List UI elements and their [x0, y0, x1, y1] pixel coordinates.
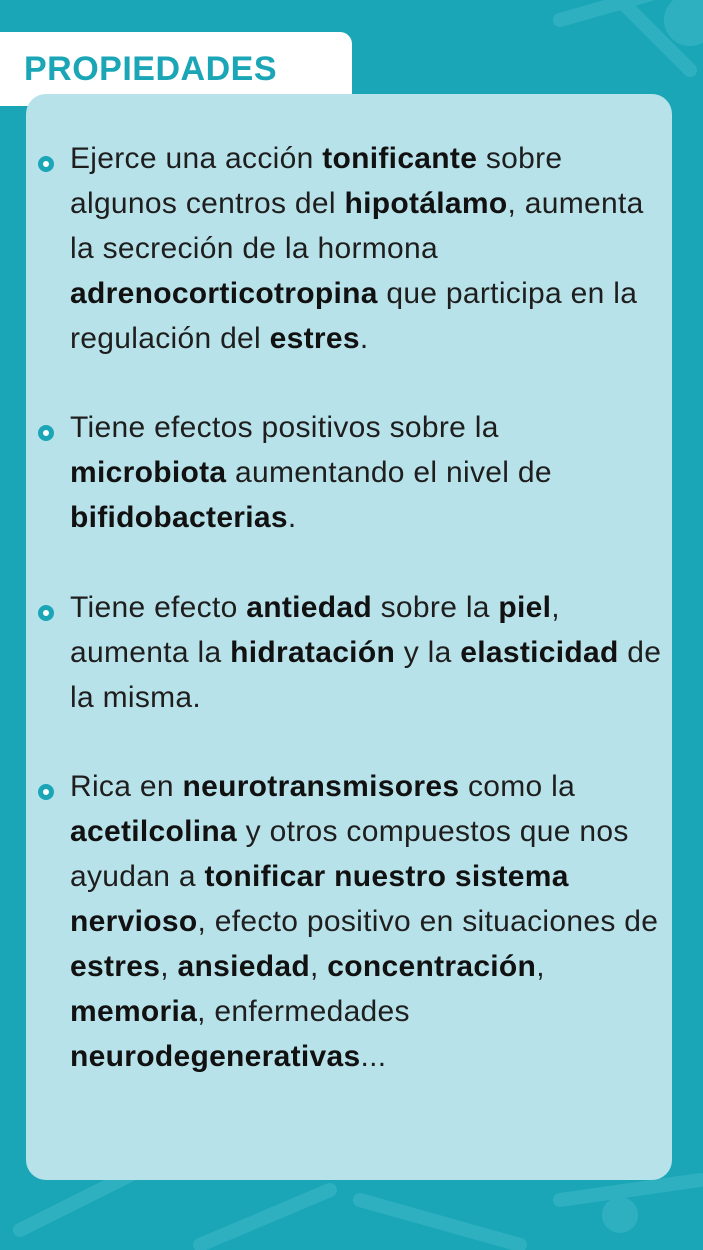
bold-text: estres	[269, 322, 360, 355]
text-segment: Tiene efectos positivos sobre la	[70, 411, 499, 444]
bold-text: tonificante	[322, 142, 478, 175]
bold-text: microbiota	[70, 456, 227, 489]
text-segment: de la misma.	[70, 636, 662, 714]
bullet-text	[70, 764, 663, 1079]
bullet-text	[70, 136, 663, 361]
bullet-text	[70, 405, 663, 540]
bold-text: ansiedad	[177, 950, 310, 983]
text-segment: como la	[459, 770, 576, 803]
text-segment: , aumenta la	[70, 591, 560, 669]
text-segment: Rica en	[70, 770, 183, 803]
bold-text: estres	[70, 950, 161, 983]
bullet-dot-icon	[38, 605, 54, 621]
text-segment: , enfermedades	[197, 995, 410, 1028]
text-segment: aumentando el nivel de	[226, 456, 552, 489]
bullet-dot-icon	[38, 784, 54, 800]
bold-text: tonificar nuestro sistema nervioso	[70, 860, 569, 938]
list-item	[38, 136, 663, 361]
bullet-dot-icon	[38, 156, 54, 172]
text-segment: ,	[536, 950, 545, 983]
bold-text: neurodegenerativas	[70, 1040, 361, 1073]
text-segment: ,	[309, 950, 328, 983]
text-segment: , aumenta la secreción de la hormona	[70, 187, 644, 265]
bold-text: antiedad	[246, 591, 372, 624]
bold-text: hidratación	[230, 636, 396, 669]
list-item	[38, 585, 663, 720]
text-segment: sobre algunos centros del	[70, 142, 563, 220]
bold-text: neurotransmisores	[182, 770, 460, 803]
bold-text: acetilcolina	[70, 815, 238, 848]
bullet-text	[70, 585, 663, 720]
bold-text: piel	[498, 591, 552, 624]
bold-text: hipotálamo	[344, 187, 508, 220]
text-segment: ,	[160, 950, 178, 983]
text-segment: ...	[360, 1040, 387, 1073]
list-item	[38, 764, 663, 1079]
text-segment: Ejerce una acción	[70, 142, 323, 175]
text-segment: que participa en la regulación del	[70, 277, 638, 355]
bold-text: memoria	[70, 995, 198, 1028]
text-segment: Tiene efecto	[70, 591, 247, 624]
page-title: PROPIEDADES	[24, 49, 277, 88]
bold-text: elasticidad	[460, 636, 619, 669]
text-segment: .	[359, 322, 369, 355]
text-segment: .	[287, 501, 297, 534]
bold-text: bifidobacterias	[70, 501, 288, 534]
text-segment: y la	[395, 636, 461, 669]
text-segment: y otros compuestos que nos ayudan a	[70, 815, 629, 893]
list-item	[38, 405, 663, 540]
text-segment: sobre la	[372, 591, 499, 624]
bullet-dot-icon	[38, 425, 54, 441]
bold-text: adrenocorticotropina	[70, 277, 378, 310]
bold-text: concentración	[327, 950, 537, 983]
text-segment: , efecto positivo en situaciones de	[197, 905, 659, 938]
